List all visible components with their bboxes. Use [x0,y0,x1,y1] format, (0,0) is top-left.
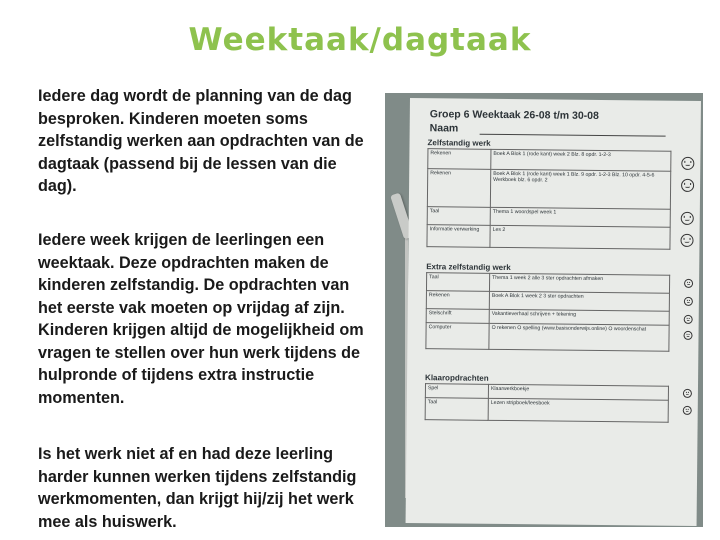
smiley-icon [683,389,692,398]
weektaak-photo [385,93,703,527]
table-cell-text: Les 2 [490,225,670,249]
table-cell-text: Boek A Blok 1 (rode kant) week 2 Blz. 8 opdr. 1-2-3 [491,149,671,171]
table-klaar [425,383,669,423]
smiley-icon [684,297,693,306]
table-cell-subject: Stelschrift [426,309,489,324]
table-cell-subject: Rekenen [428,149,491,170]
table-cell-subject: Rekenen [427,169,490,208]
table-cell-text: O rekenen O spelling (www.basisonderwijs.online) O woordenschat [489,323,669,351]
smiley-icon [681,157,694,170]
weektaak-sheet [406,98,701,526]
table-cell-text: Boek A Blok 1 week 2 3 ster opdrachten [489,291,669,311]
smiley-icon [681,179,694,192]
table-cell-text: Thema 1 week 2 alle 3 ster opdrachten afmaken [489,273,669,293]
table-cell-text: Vakantieverhaal schrijven + tekening [489,309,669,325]
table-row [427,225,670,250]
smiley-icon [684,315,693,324]
section-title-klaar: Klaaropdrachten [425,373,489,383]
table-cell-subject: Informatie verwerking [427,225,490,248]
section-title-extra: Extra zelfstandig werk [426,262,511,273]
paragraph-weektaak: Iedere week krijgen de leerlingen een weektaak. Deze opdrachten maken de kinderen zelfstandig. De opdrachten van het eerste vak moeten op vrijdag af zijn. Kinderen krijgen altijd de mogelijkheid om vragen te stellen over hun werk tijdens de hulpronde of tijdens extra instructie momenten. [38,231,364,407]
table-extra [425,272,670,352]
table-cell-subject: Spel [425,384,488,399]
smiley-icon [684,279,693,288]
table-cell-text: Thema 1 woordspel week 1 [490,207,670,227]
table-zelfstandig [426,148,671,250]
table-cell-subject: Rekenen [426,291,489,310]
smiley-icon [683,331,692,340]
table-row [427,169,670,210]
table-cell-subject: Computer [426,323,489,350]
paragraph-huiswerk: Is het werk niet af en had deze leerling harder kunnen werken tijdens zelfstandig werkmomenten, dan krijgt hij/zij het werk mee als huiswerk. [38,445,357,531]
table-cell-subject: Taal [427,207,490,226]
table-row [425,398,668,423]
name-line [480,134,666,137]
smiley-icon [680,234,693,247]
table-cell-text: Lezen stripboek/leesboek [488,398,668,422]
table-row [428,149,671,172]
sheet-title: Groep 6 Weektaak 26-08 t/m 30-08 [429,108,599,122]
table-cell-text: Klaarwerkboekje [488,384,668,400]
table-cell-text: Boek A Blok 1 (rode kant) week 1 Blz. 9 opdr. 1-2-3 Blz. 10 opdr. 4-5-6 Werkboek blz. 6 opdr. 2 [490,169,670,209]
table-row [426,323,669,352]
sheet-name-label: Naam [429,122,459,135]
section-title-zelfstandig: Zelfstandig werk [427,138,491,148]
smiley-icon [683,406,692,415]
table-cell-subject: Taal [425,398,488,421]
table-cell-subject: Taal [426,273,489,292]
smiley-icon [681,212,694,225]
page-title: Weektaak/dagtaak [188,22,532,58]
paragraph-dagtaak: Iedere dag wordt de planning van de dag besproken. Kinderen moeten soms zelfstandig werken aan opdrachten van de dagtaak (passend bij de lessen van die dag). [38,87,364,195]
